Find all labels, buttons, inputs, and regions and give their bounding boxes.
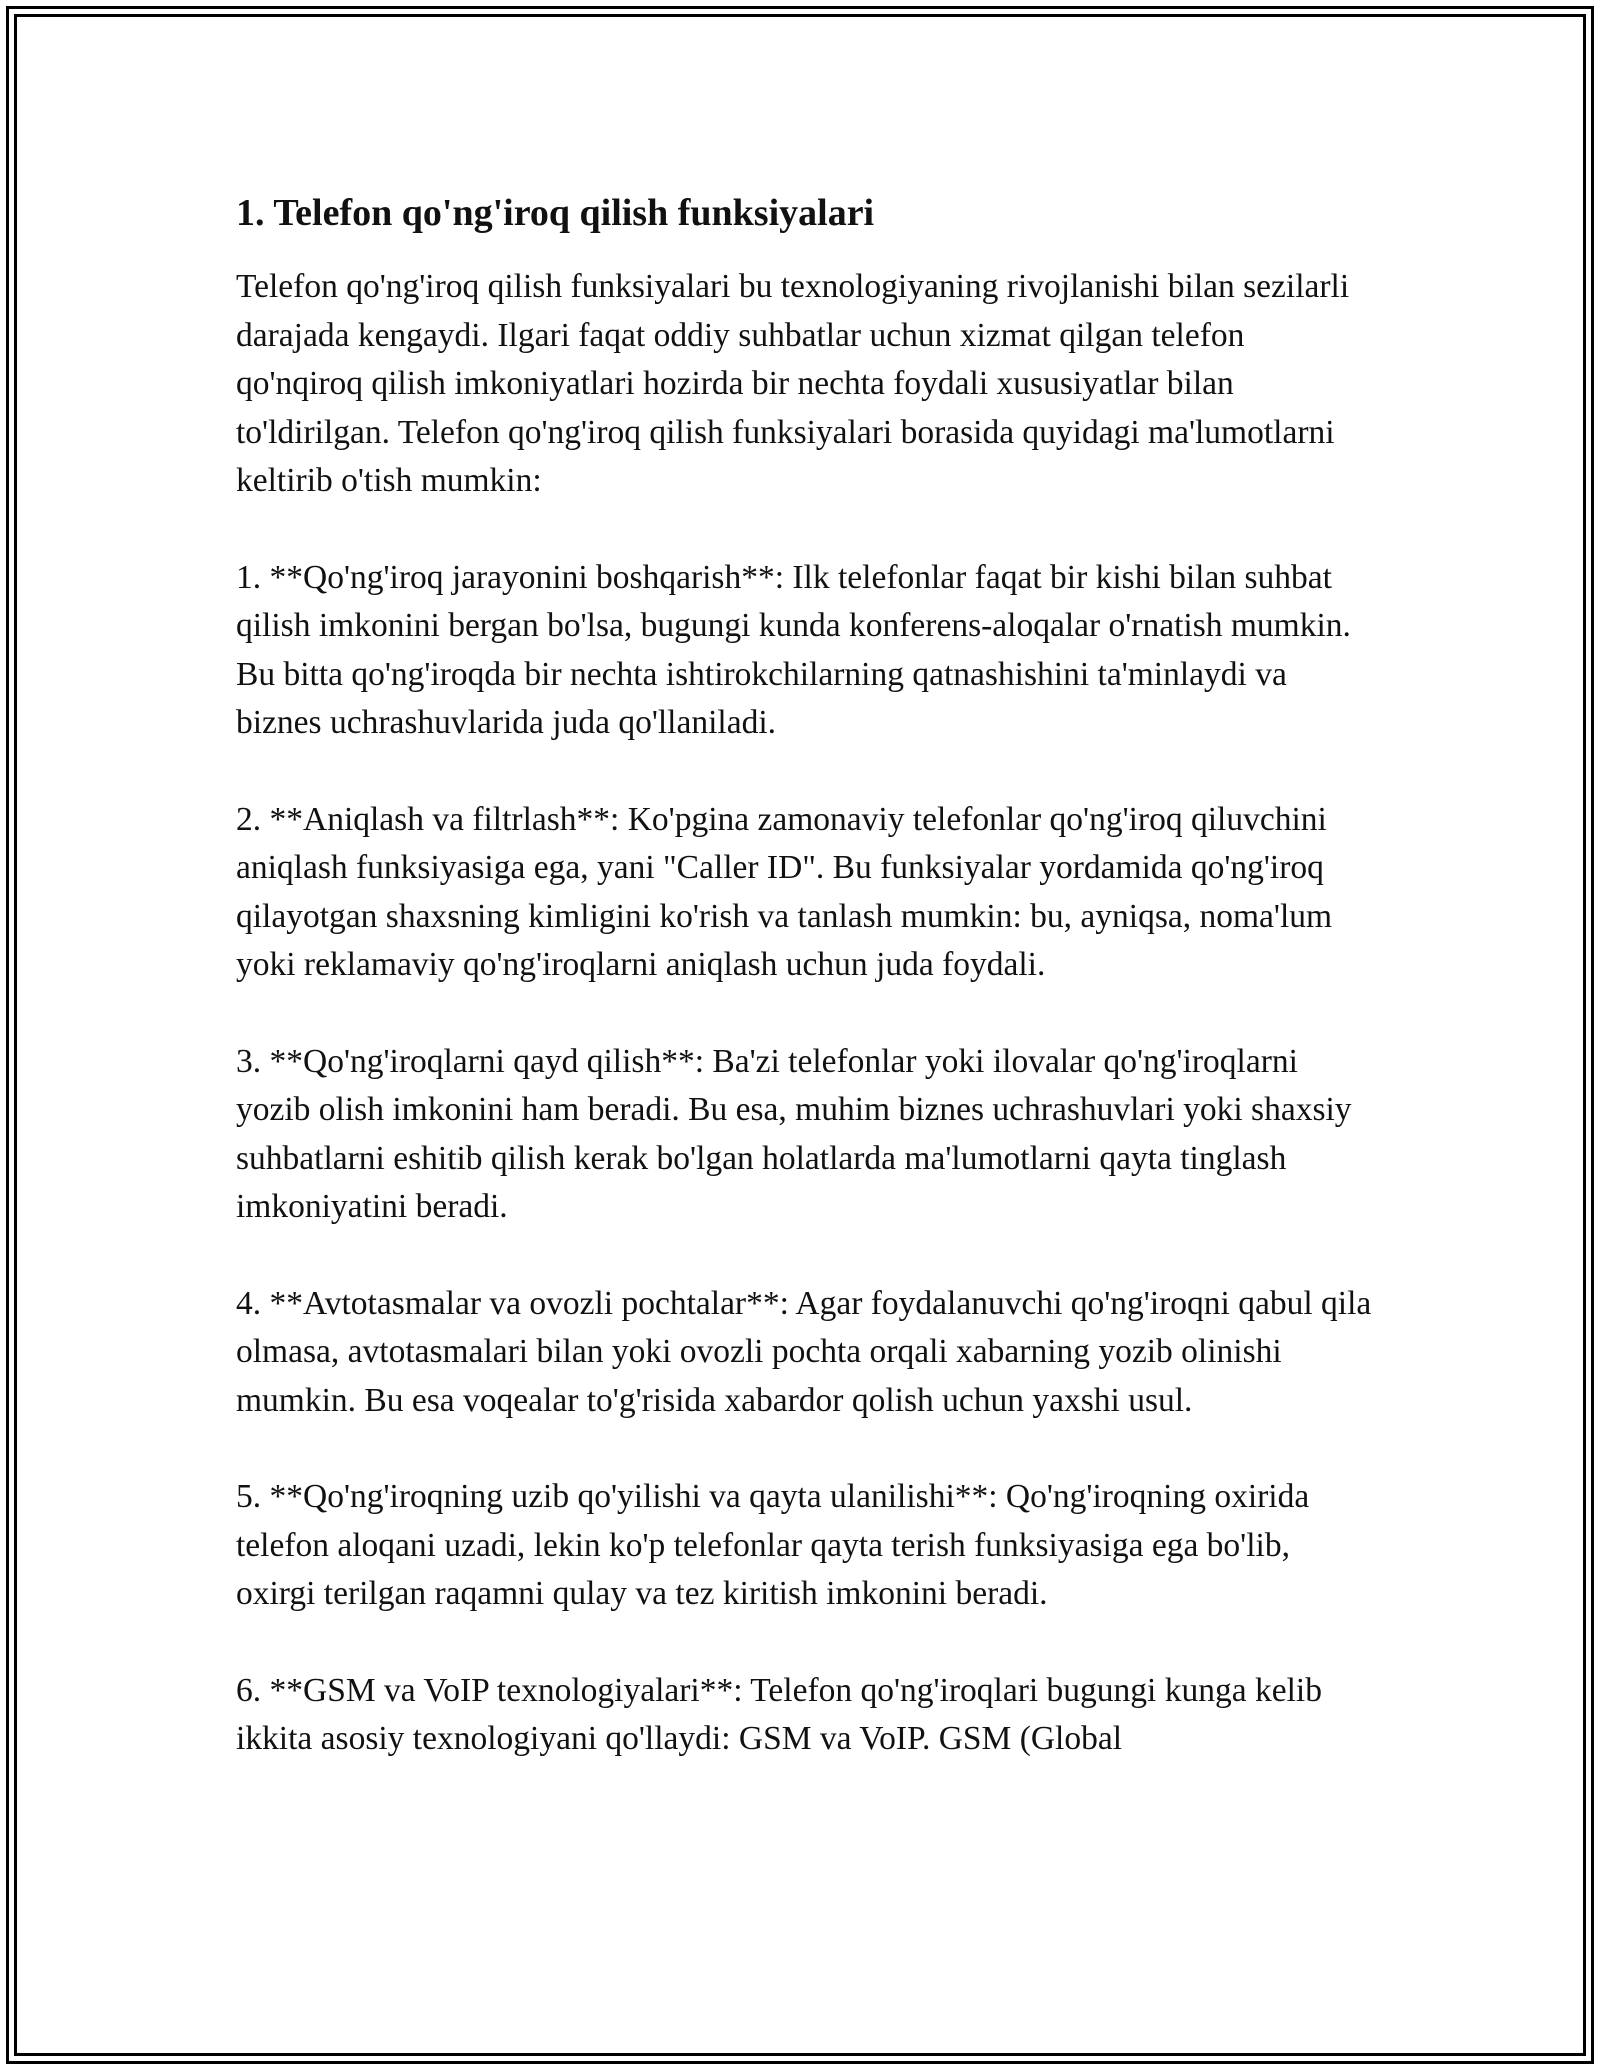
intro-paragraph: Telefon qo'ng'iroq qilish funksiyalari bu texnologiyaning rivojlanishi bilan sezilarli darajada kengaydi. Ilgari faqat oddiy suhbatlar uchun xizmat qilgan telefon qo'nqiroq qilish imkoniyatlari hozirda bir nechta foydali xususiyatlar bilan to'ldirilgan. Telefon qo'ng'iroq qilish funksiyalari borasida quyidagi ma'lumotlarni keltirib o'tish mumkin: xyxy=(236,268,1350,499)
list-item-call-management: 1. **Qo'ng'iroq jarayonini boshqarish**: Ilk telefonlar faqat bir kishi bilan suhbat qilish imkonini bergan bo'lsa, bugungi kunda konferens-aloqalar o'rnatish mumkin. Bu bitta qo'ng'iroqda bir nechta ishtirokchilarning qatnashishini ta'minlaydi va biznes uchrashuvlarida juda qo'llaniladi. xyxy=(236,558,1351,741)
list-item-voicemail: 4. **Avtotasmalar va ovozli pochtalar**: Agar foydalanuvchi qo'ng'iroqni qabul qila olmasa, avtotasmalari bilan yoki ovozli pochta orqali xabarning yozib olinishi mumkin. Bu esa voqealar to'g'risida xabardor qolish uchun yaxshi usul. xyxy=(236,1284,1372,1419)
document-body xyxy=(236,185,1376,1812)
list-item-caller-id: 2. **Aniqlash va filtrlash**: Ko'pgina zamonaviy telefonlar qo'ng'iroq qiluvchini aniqlash funksiyasiga ega, yani "Caller ID". Bu funksiyalar yordamida qo'ng'iroq qilayotgan shaxsning kimligini ko'rish va tanlash mumkin: bu, ayniqsa, noma'lum yoki reklamaviy qo'ng'iroqlarni aniqlash uchun juda foydali. xyxy=(236,800,1333,983)
list-item-call-recording: 3. **Qo'ng'iroqlarni qayd qilish**: Ba'zi telefonlar yoki ilovalar qo'ng'iroqlarni yozib olish imkonini ham beradi. Bu esa, muhim biznes uchrashuvlari yoki shaxsiy suhbatlarni eshitib qilish kerak bo'lgan holatlarda ma'lumotlarni qayta tinglash imkoniyatini beradi. xyxy=(236,1042,1352,1225)
section-title: 1. Telefon qo'ng'iroq qilish funksiyalari xyxy=(236,192,875,234)
list-item-redial: 5. **Qo'ng'iroqning uzib qo'yilishi va qayta ulanilishi**: Qo'ng'iroqning oxirida telefon aloqani uzadi, lekin ko'p telefonlar qayta terish funksiyasiga ega bo'lib, oxirgi terilgan raqamni qulay va tez kiritish imkonini beradi. xyxy=(236,1478,1310,1612)
list-item-gsm-voip: 6. **GSM va VoIP texnologiyalari**: Telefon qo'ng'iroqlari bugungi kunga kelib ikkita asosiy texnologiyani qo'llaydi: GSM va VoIP. GSM (Global xyxy=(236,1671,1322,1757)
